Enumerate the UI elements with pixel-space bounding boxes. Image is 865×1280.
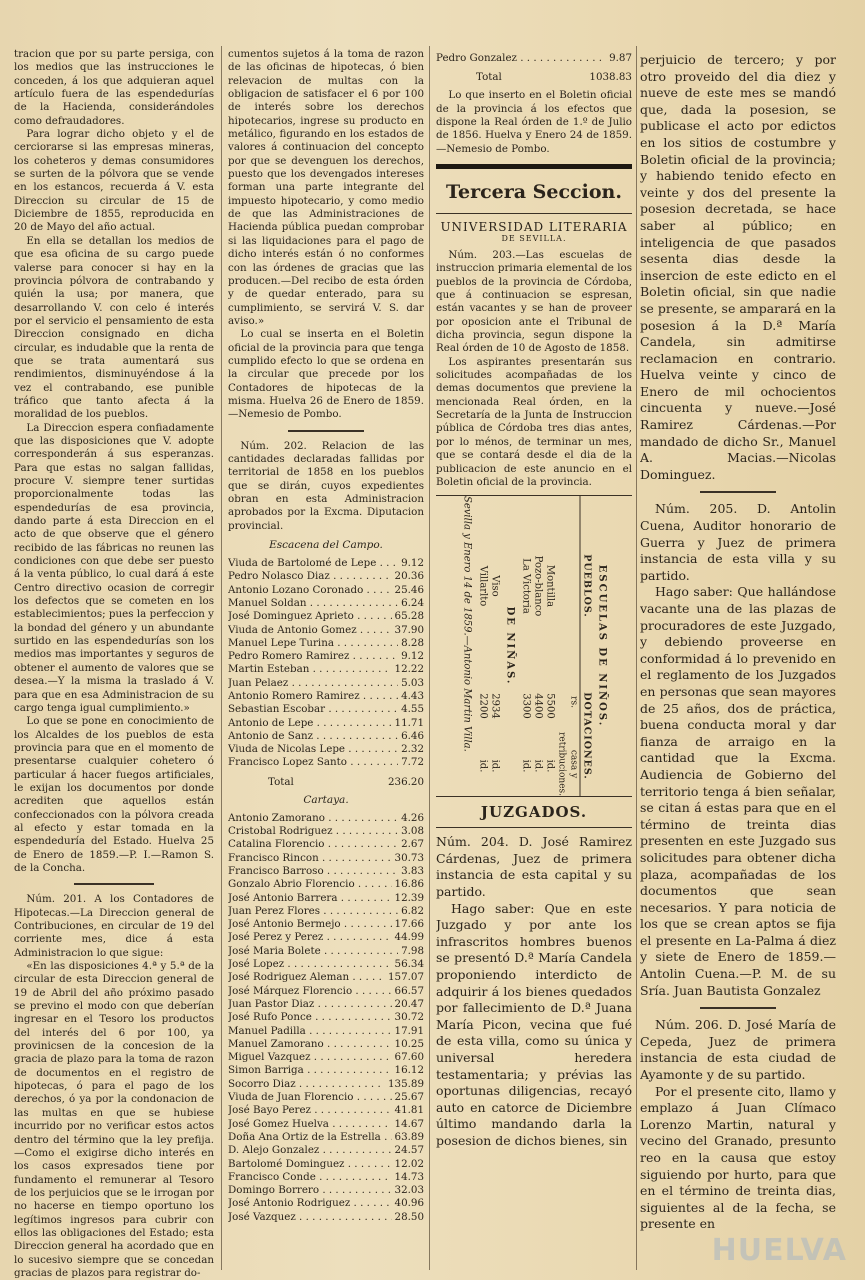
table-row: Pozo-blanco 4400 id. [532, 555, 544, 773]
table-header: PUEBLOS. DOTACIONES. [580, 496, 593, 796]
column-3 [436, 52, 632, 1149]
list-item: José Gomez Huelva . . . 14.67 [228, 1118, 424, 1131]
paragraph: cumentos sujetos á la toma de razon de las oficinas de hipotecas, ó bien relevacion de multas con la obligacion de satisfacer el 6 por 100 de interés sobre los derechos hipotecarios, ingrese su producto en metálico, figurando en los estados de valores á continuacion del concepto por que se devenguen los derechos, puesto que los devengados intereses forman una parte integrante del impuesto hipotecario, y como medio de que las Administraciones de Hacienda pública puedan comprobar si las liquidaciones para el pago de dicho interés están ó no conformes con las órdenes de gracias que las producen.—Del recibo de esta órden y de quedar enterado, para su cumplimiento, se servirá V. S. dar aviso.» [228, 48, 424, 327]
list-item: José Antonio Barrera . . . 12.39 [228, 892, 424, 905]
institution-subtitle: DE SEVILLA. [501, 234, 567, 244]
list-item: Manuel Lepe Turina . . . 8.28 [228, 637, 424, 650]
paragraph: Lo que se pone en conocimiento de los Alcaldes de los pueblos de esta provincia para que en el momento de presentarse cualquier cohetero ó particular á hacer fuegos artificiales, le exijan los documentos por donde acrediten que aquellos están confeccionados con la pólvora creada al efecto y estar tomada en la espendeduría del Estado. Huelva 25 de Enero de 1859.—P. I.—Ramon S. de la Concha. [14, 715, 214, 874]
column-1 [14, 48, 214, 1280]
separator-rule [436, 827, 632, 828]
list-item: Cristobal Rodriguez . . . 3.08 [228, 825, 424, 838]
paragraph: Hago saber: Que en este Juzgado y por ante los infrascritos hombres buenos se presentó D.ª María Candela proponiendo interdicto de adquirir á los bienes quedados por fallecimiento de D.ª Juana María Picon, vecina que fué de esta villa, como su única y universal heredera testamentaria; y prévias las oportunas diligencias, recayó auto en catorce de Diciembre último mandando darla la posesion de dichos bienes, sin [436, 900, 632, 1148]
juzgados-heading: JUZGADOS. [480, 803, 588, 822]
list-item: Miguel Vazquez . . . 67.60 [228, 1051, 424, 1064]
separator-rule [700, 491, 776, 493]
list-item: Antonio Zamorano . . . 4.26 [228, 812, 424, 825]
table-footer: Sevilla y Enero 14 de 1859.—Antonio Martin Villa. [461, 496, 473, 752]
list-item: Manuel Zamorano . . . 10.25 [228, 1038, 424, 1051]
list-item: José Antonio Bermejo . . . 17.66 [228, 918, 424, 931]
institution-title: UNIVERSIDAD LITERARIA [440, 220, 628, 235]
list-item: José Perez y Perez . . . 44.99 [228, 931, 424, 944]
separator-rule [74, 883, 154, 885]
table-row: La Victoria 3300 id. [520, 558, 532, 773]
list-item: Viuda de Nicolas Lepe . . . 2.32 [228, 743, 424, 756]
notice-204-heading: Núm. 204. D. José Ramirez Cárdenas, Juez de primera instancia de esta capital y su partido. [436, 834, 632, 899]
paragraph: Los aspirantes presentarán sus solicitudes acompañadas de los demas documentos que previene la mencionada Real órden, en la Secretaría de la Junta de Instruccion pública de Córdoba tres dias antes, por lo ménos, de terminar un mes, que se contará desde el dia de la publicacion de este anuncio en el Boletin oficial de la provincia. [436, 355, 632, 488]
subheading-escacena: Escacena del Campo. [269, 539, 383, 552]
list-item: Viuda de Juan Florencio . . . 25.67 [228, 1091, 424, 1104]
table-title: ESCUELAS DE NIÑOS. [596, 564, 608, 728]
list-item: Manuel Soldan . . . 6.24 [228, 597, 424, 610]
list-item: Catalina Florencio . . . 2.67 [228, 838, 424, 851]
list-item: Pedro Nolasco Diaz . . . 20.36 [228, 570, 424, 583]
column-divider [429, 46, 430, 1270]
list-item: Doña Ana Ortiz de la Estrella . . . 63.89 [228, 1131, 424, 1144]
list-item: Francisco Lopez Santo . . . 7.72 [228, 756, 424, 769]
list-item: José Vazquez . . . 28.50 [228, 1211, 424, 1224]
paragraph: Núm. 203.—Las escuelas de instruccion primaria elemental de los pueblos de la provincia de Córdoba, que á continuacion se espresan, están vacantes y se han de proveer por oposicion ante el Tribunal de dicha provincia, segun dispone la Real órden de 10 de Agosto de 1858. [436, 249, 632, 355]
paragraph: tracion que por su parte persiga, con los medios que las instrucciones le conceden, á los que adquieran aquel artículo fuera de las espendedurías de la Hacienda, considerándoles como defraudadores. [14, 48, 214, 127]
archive-watermark: HUELVA [711, 1233, 847, 1268]
paragraph: «En las disposiciones 4.ª y 5.ª de la circular de esta Direccion general de 19 de Abril del año próximo pasado se previno el modo con que deberían ingresar en el Tesoro los productos del interés del 6 por 100, ya provinicsen de la concesion de la gracia de plazo para la toma de razon de documentos en el registro de hipotecas, ó para el pago de los derechos, ó ya por la condonacion de las multas en que se hubiese incurrido por no verificar estos actos dentro del término que la ley prefija.—Como el exigirse dicho interés en los casos expresados tiene por fundamento el remunerar al Tesoro de los perjuicios que se le irrogan por no hacerse en tiempo oportuno los legítimos ingresos para cubrir con ellos las obligaciones del Estado; esta Direccion general ha acordado que en lo sucesivo siempre que se concedan gracias de plazos para registrar do- [14, 960, 214, 1279]
table-row: Villarlto 2200 id. [477, 565, 489, 773]
amounts-list-escacena [228, 557, 424, 770]
list-item: José Antonio Rodriguez . . . 40.96 [228, 1197, 424, 1210]
list-item: Pedro Gonzalez . . . 9.87 [436, 52, 632, 65]
separator-rule [288, 430, 364, 432]
list-item: Antonio de Lepe . . . 11.71 [228, 717, 424, 730]
section-title: Tercera Seccion. [446, 181, 622, 204]
grand-total-row: Total 1038.83 [476, 71, 632, 84]
list-item: Antonio Lozano Coronado . . . 25.46 [228, 584, 424, 597]
list-item: Francisco Barroso . . . 3.83 [228, 865, 424, 878]
notice-205-heading: Núm. 205. D. Antolin Cuena, Auditor honorario de Guerra y Juez de primera instancia de esta villa y su partido. [640, 501, 836, 583]
table-subheader: rs. casa y retribuciones. [556, 696, 579, 797]
paragraph: Lo que inserto en el Boletin oficial de la provincia á los efectos que dispone la Real órden de 1.º de Julio de 1856. Huelva y Enero 24 de 1859.—Nemesio de Pombo. [436, 89, 632, 155]
list-item: Domingo Borrero . . . 32.03 [228, 1184, 424, 1197]
list-item: Viuda de Antonio Gomez . . . 37.90 [228, 624, 424, 637]
list-item: José Dominguez Aprieto . . . 65.28 [228, 610, 424, 623]
column-2 [228, 48, 424, 1224]
list-item: Pedro Romero Ramirez . . . 9.12 [228, 650, 424, 663]
schools-table [436, 495, 632, 797]
list-item: Simon Barriga . . . 16.12 [228, 1064, 424, 1077]
list-item: D. Alejo Gonzalez . . . 24.57 [228, 1144, 424, 1157]
list-item: Juan Perez Flores . . . 6.82 [228, 905, 424, 918]
paragraph: Hago saber: Que hallándose vacante una de las plazas de procuradores de este Juzgado, y debiendo proveerse en conformidad á lo prevenido en el reglamento de los Juzgados en personas que sean mayores de 25 años, dos de práctica, buena conducta moral y dar fianza de arraigo en la cantidad que la Excma. Audiencia de Gobierno del territorio tenga á bien señalar, se citan á estas para que en el término de treinta dias presenten en este Juzgado sus solicitudes para obtener dicha plaza, acompañadas de los documentos que sean necesarios. Y para noticia de los que se crean aptos se fija el presente en La-Palma á diez y siete de Enero de 1859.—Antolin Cuena.—P. M. de su Sría. Juan Bautista Gonzalez [640, 584, 836, 998]
list-item: Martin Esteban . . . 12.22 [228, 663, 424, 676]
list-item: José Rufo Ponce . . . 30.72 [228, 1011, 424, 1024]
notice-206-heading: Núm. 206. D. José María de Cepeda, Juez de primera instancia de esta ciudad de Ayamonte y de su partido. [640, 1017, 836, 1083]
section-rule [436, 164, 632, 169]
paragraph: Lo cual se inserta en el Boletin oficial de la provincia para que tenga cumplido efecto lo que se ordena en la circular que precede por los Contadores de hipotecas de la misma. Huelva 26 de Enero de 1859.—Nemesio de Pombo. [228, 328, 424, 421]
paragraph: perjuicio de tercero; y por otro proveido del dia diez y nueve de este mes se mandó que, dada la posesion, se publicase el acto por edictos en los sitios de costumbre y Boletin oficial de la provincia; y habiendo tenido efecto en veinte y dos del presente la posesion decretada, se hace saber al público; en inteligencia de que pasados sesenta dias desde la insercion de este edicto en el Boletin oficial, sin que nadie se presente, se amparará en la posesion á la D.ª María Candela, sin admitirse reclamacion en contrario. Huelva veinte y cinco de Enero de mil ochocientos cincuenta y nueve.—José Ramirez Cárdenas.—Por mandado de dicho Sr., Manuel A. Macias.—Nicolas Dominguez. [640, 52, 836, 482]
list-item: José Lopez . . . 56.34 [228, 958, 424, 971]
list-item: Antonio de Sanz . . . 6.46 [228, 730, 424, 743]
paragraph: La Direccion espera confiadamente que las disposiciones que V. adopte corresponderán á sus esperanzas. Para que estas no salgan fallidas, procure V. siempre tener surtidas proporcionalmente todas las espendedurías de esa provincia, dando parte á esta Direccion en el acto de que observe que el género recibido de las fábricas no reunen las condiciones con que debe ser puesto á la venta público, lo cual dará á este Centro directivo ocasion de corregir los defectos que se cometen en los establecimientos; pues la perfeccion y la bondad del género y un abundante surtido en las espendedurías son los medios mas importantes y seguros de obtener el aumento de valores que se desea.—Y la misma la traslado á V. para que en esa Administracion de su cargo tenga igual cumplimiento.» [14, 421, 214, 714]
list-item: Sebastian Escobar . . . 4.55 [228, 703, 424, 716]
list-item: Bartolomé Dominguez . . . 12.02 [228, 1158, 424, 1171]
paragraph: En ella se detallan los medios de que esa oficina de su cargo puede valerse para conocer si hay en la provincia pólvora de contrabando y quién la usa; por manera, que desarrollando V. con celo é interés por el servicio el pensamiento de esta Direccion consignado en dicha circular, es indudable que la renta de que se trata aumentará sus rendimientos, disminuyéndose á la vez el contrabando, ese punible tráfico que tanto afecta á la moralidad de los pueblos. [14, 234, 214, 421]
table-row: Montilla 5500 id. [544, 565, 556, 773]
list-item: José Bayo Perez . . . 41.81 [228, 1104, 424, 1117]
column-divider [636, 46, 637, 1270]
total-row: Total 236.20 [268, 775, 424, 788]
list-item: Gonzalo Abrio Florencio . . . 16.86 [228, 878, 424, 891]
amounts-list-cartaya [228, 812, 424, 1224]
list-item: José Maria Bolete . . . 7.98 [228, 945, 424, 958]
list-item: Francisco Conde . . . 14.73 [228, 1171, 424, 1184]
list-item: José Rodriguez Aleman . . . 157.07 [228, 971, 424, 984]
list-item: Juan Pelaez . . . 5.03 [228, 677, 424, 690]
notice-202-heading: Núm. 202. Relacion de las cantidades declaradas fallidas por territorial de 1858 en los pueblos que se dirán, cuyos expedientes obran en esta Administracion aprobados por la Excma. Diputacion provincial. [228, 439, 424, 532]
paragraph: Por el presente cito, llamo y emplazo á Juan Clímaco Lorenzo Martin, natural y vecino del Granado, presunto reo en la causa que estoy siguiendo por hurto, para que en el término de treinta dias, siguientes al de la fecha, se presente en [640, 1083, 836, 1232]
rotated-table [461, 496, 608, 796]
list-item: Manuel Padilla . . . 17.91 [228, 1025, 424, 1038]
list-item: José Márquez Florencio . . . 66.57 [228, 985, 424, 998]
list-item: Viuda de Bartolomé de Lepe . . . 9.12 [228, 557, 424, 570]
column-divider [221, 46, 222, 1270]
list-item: Socorro Diaz . . . 135.89 [228, 1078, 424, 1091]
table-subtitle: DE NIÑAS. [504, 606, 516, 686]
list-item: Francisco Rincon . . . 30.73 [228, 852, 424, 865]
separator-rule [700, 1007, 776, 1009]
subheading-cartaya: Cartaya. [303, 793, 349, 806]
table-row: Viso 2934 id. [489, 575, 501, 773]
separator-rule [436, 213, 632, 214]
list-item: Antonio Romero Ramirez . . . 4.43 [228, 690, 424, 703]
notice-201-heading: Núm. 201. A los Contadores de Hipotecas.—La Direccion general de Contribuciones, en circular de 19 del corriente mes, dice á esta Administracion lo que sigue: [14, 893, 214, 959]
list-item: Juan Pastor Diaz . . . 20.47 [228, 998, 424, 1011]
column-4 [640, 52, 836, 1233]
paragraph: Para lograr dicho objeto y el de cerciorarse si las empresas mineras, los coheteros y demas consumidores se surten de la pólvora que se vende en los estancos, recuerda á V. esta Direccion su circular de 15 de Diciembre de 1855, reproducida en 20 de Mayo del año actual. [14, 128, 214, 234]
